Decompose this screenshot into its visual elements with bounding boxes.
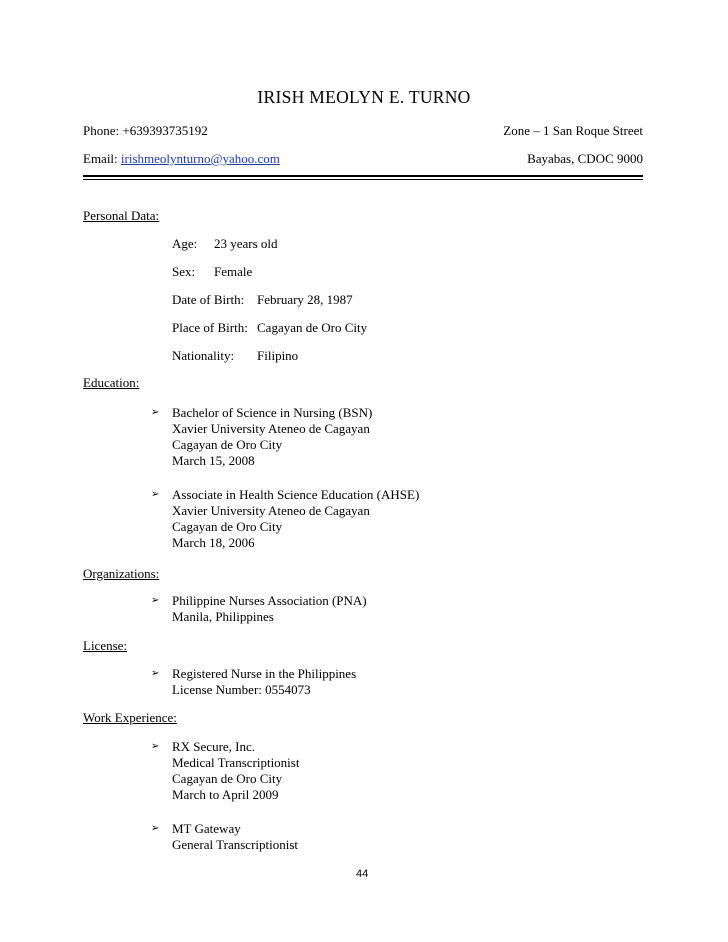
arrow-bullet-icon: ➢	[151, 489, 160, 500]
education-city: Cagayan de Oro City	[172, 519, 283, 534]
education-city: Cagayan de Oro City	[172, 437, 283, 452]
address-line-2: Bayabas, CDOC 9000	[527, 151, 643, 166]
education-date: March 15, 2008	[172, 453, 255, 468]
age-label: Age:	[172, 236, 198, 251]
education-degree: Associate in Health Science Education (AHSE)	[172, 487, 420, 502]
page-number: 44	[356, 868, 369, 880]
education-degree: Bachelor of Science in Nursing (BSN)	[172, 405, 373, 420]
resume-name: IRISH MEOLYN E. TURNO	[257, 87, 471, 107]
nationality-label: Nationality:	[172, 348, 235, 363]
dob-label: Date of Birth:	[172, 292, 245, 307]
work-city: Cagayan de Oro City	[172, 771, 283, 786]
arrow-bullet-icon: ➢	[151, 407, 160, 418]
arrow-bullet-icon: ➢	[151, 823, 160, 834]
header-divider-thin	[83, 179, 643, 180]
education-school: Xavier University Ateneo de Cagayan	[172, 503, 370, 518]
section-heading-license: License:	[83, 638, 128, 653]
arrow-bullet-icon: ➢	[151, 595, 160, 606]
organization-name: Philippine Nurses Association (PNA)	[172, 593, 367, 608]
work-role: Medical Transcriptionist	[172, 755, 300, 770]
education-school: Xavier University Ateneo de Cagayan	[172, 421, 370, 436]
organization-location: Manila, Philippines	[172, 609, 274, 624]
work-role: General Transcriptionist	[172, 837, 299, 852]
education-date: March 18, 2006	[172, 535, 255, 550]
email-link[interactable]: irishmeolynturno@yahoo.com	[120, 151, 280, 166]
license-name: Registered Nurse in the Philippines	[172, 666, 357, 681]
section-heading-work: Work Experience:	[83, 710, 177, 725]
address-line-1: Zone – 1 San Roque Street	[503, 123, 643, 138]
section-heading-organizations: Organizations:	[83, 566, 160, 581]
work-company: MT Gateway	[172, 821, 241, 836]
age-value: 23 years old	[214, 236, 278, 251]
nationality-value: Filipino	[257, 348, 299, 363]
email-label: Email:	[83, 151, 121, 166]
sex-label: Sex:	[172, 264, 196, 279]
section-heading-education: Education:	[83, 375, 140, 390]
arrow-bullet-icon: ➢	[151, 668, 160, 679]
work-company: RX Secure, Inc.	[172, 739, 256, 754]
pob-value: Cagayan de Oro City	[257, 320, 368, 335]
phone-value: +639393735192	[122, 123, 208, 138]
header-divider-thick	[83, 175, 643, 177]
work-period: March to April 2009	[172, 787, 279, 802]
sex-value: Female	[214, 264, 253, 279]
phone-label: Phone:	[83, 123, 123, 138]
phone-line	[83, 123, 208, 139]
license-number: License Number: 0554073	[172, 682, 311, 697]
section-heading-personal: Personal Data:	[83, 208, 160, 223]
arrow-bullet-icon: ➢	[151, 741, 160, 752]
pob-label: Place of Birth:	[172, 320, 248, 335]
email-line	[83, 151, 280, 167]
dob-value: February 28, 1987	[257, 292, 353, 307]
